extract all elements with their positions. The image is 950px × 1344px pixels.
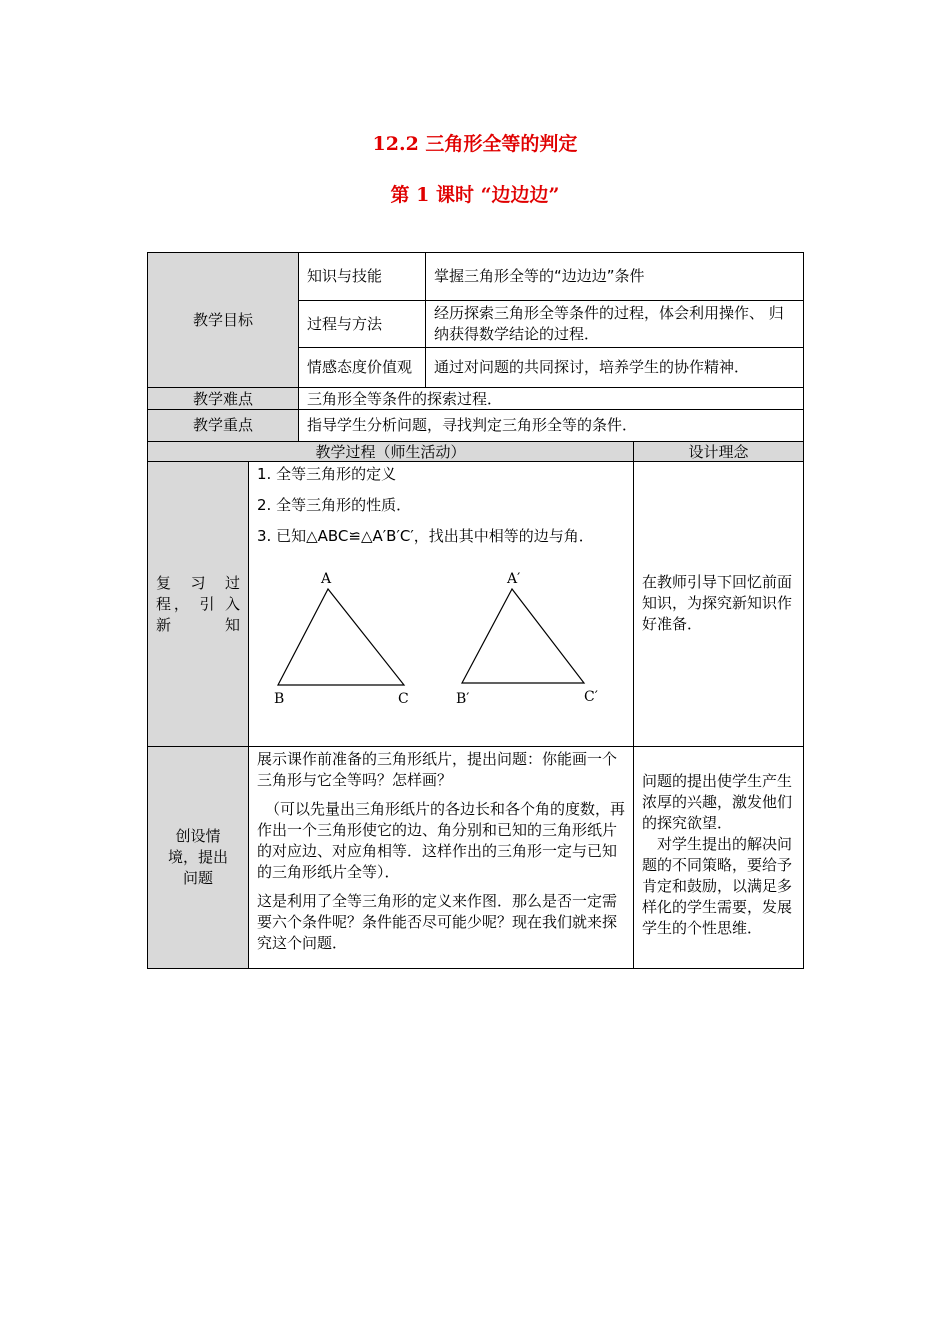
key-point-label: 教学重点 — [148, 410, 299, 442]
triangle-abc — [278, 589, 404, 685]
rationale-header: 设计理念 — [634, 442, 804, 462]
objective-type-attitude: 情感态度价值观 — [299, 348, 426, 388]
lesson-subtitle: 第 1 课时 “边边边” — [390, 184, 560, 206]
objective-type-knowledge: 知识与技能 — [299, 253, 426, 301]
triangle-abc-prime — [462, 589, 584, 683]
triangle-figures — [257, 561, 625, 711]
objective-type-process: 过程与方法 — [299, 301, 426, 348]
review-content — [249, 462, 634, 747]
triangles-svg — [257, 561, 627, 711]
objective-content-knowledge: 掌握三角形全等的“边边边”条件 — [426, 253, 804, 301]
review-rationale: 在教师引导下回忆前面知识，为探究新知识作好准备． — [634, 462, 804, 747]
vertex-c: C — [398, 691, 409, 707]
scenario-rationale — [634, 747, 804, 969]
vertex-a: A — [321, 571, 332, 587]
difficulty-label: 教学难点 — [148, 388, 299, 410]
vertex-c-prime: C′ — [584, 689, 598, 705]
objective-content-process: 经历探索三角形全等条件的过程，体会利用操作、 归纳获得数学结论的过程． — [426, 301, 804, 348]
objective-content-attitude: 通过对问题的共同探讨，培养学生的协作精神． — [426, 348, 804, 388]
vertex-b-prime: B′ — [456, 691, 470, 707]
vertex-b: B — [274, 691, 285, 707]
scenario-rationale-2: 对学生提出的解决问题的不同策略，要给予肯定和鼓励，以满足多样化的学生需要，发展学生的个性思维． — [642, 835, 793, 937]
review-item-3: 3. 已知△ABC≌△A′B′C′，找出其中相等的边与角． — [257, 527, 594, 545]
difficulty-content: 三角形全等条件的探索过程． — [299, 388, 804, 410]
scenario-paragraph-3: 这是利用了全等三角形的定义来作图．那么是否一定需要六个条件呢？条件能否尽可能少呢？现在我们就来探究这个问题． — [257, 892, 618, 952]
scenario-paragraph-1: 展示课作前准备的三角形纸片，提出问题：你能画一个三角形与它全等吗？怎样画？ — [257, 750, 618, 789]
lesson-plan-table — [147, 252, 804, 969]
review-item-1: 1. 全等三角形的定义 — [257, 465, 397, 483]
scenario-rationale-1: 问题的提出使学生产生浓厚的兴趣，激发他们的探究欲望． — [642, 772, 793, 832]
review-item-2: 2. 全等三角形的性质． — [257, 496, 412, 514]
scenario-stage: 创设情境，提出问题 — [148, 747, 249, 969]
key-point-content: 指导学生分析问题，寻找判定三角形全等的条件． — [299, 410, 804, 442]
scenario-content — [249, 747, 634, 969]
process-header: 教学过程（师生活动） — [148, 442, 634, 462]
vertex-a-prime: A′ — [507, 571, 521, 587]
objectives-label: 教学目标 — [148, 253, 299, 388]
scenario-paragraph-2: （可以先量出三角形纸片的各边长和各个角的度数，再作出一个三角形使它的边、角分别和已知的三角形纸片的对应边、对应角相等．这样作出的三角形一定与已知的三角形纸片全等）． — [257, 800, 626, 881]
review-stage: 复 习 过 程， 引 入 新知 — [148, 462, 249, 747]
lesson-title: 12.2 三角形全等的判定 — [372, 133, 578, 155]
